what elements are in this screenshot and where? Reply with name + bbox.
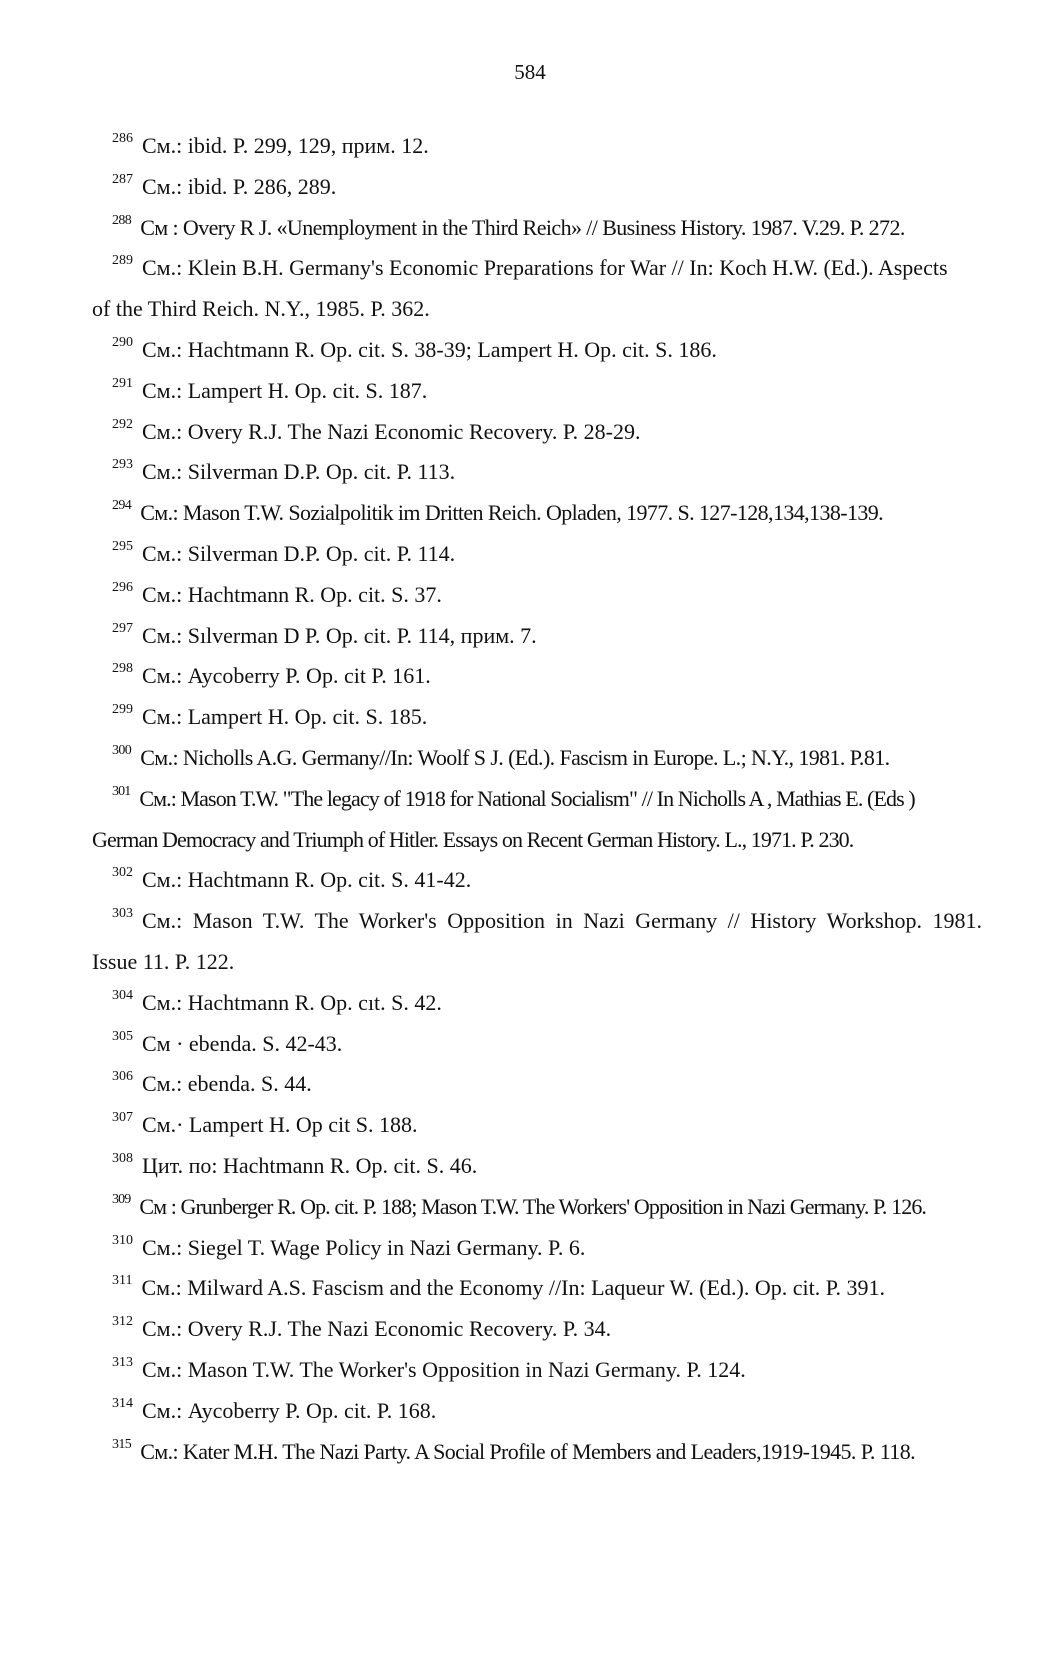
footnote-number: 306 bbox=[112, 1069, 133, 1085]
footnote-continuation: Issue 11. P. 122. bbox=[92, 948, 235, 974]
footnote bbox=[92, 208, 982, 249]
footnote bbox=[92, 1187, 982, 1228]
footnote-number: 298 bbox=[112, 661, 133, 677]
footnote bbox=[92, 697, 982, 738]
footnote-number: 305 bbox=[112, 1028, 133, 1044]
footnote bbox=[92, 1105, 982, 1146]
footnote-number: 312 bbox=[112, 1314, 133, 1330]
footnote-text: См.: Klein B.H. Germany's Economic Preparations for War // In: Koch H.W. (Ed.). Aspects bbox=[142, 255, 948, 281]
footnote-text: См.: ibid. P. 299, 129, прим. 12. bbox=[142, 133, 429, 158]
footnote-number: 301 bbox=[112, 783, 131, 799]
footnote bbox=[92, 860, 982, 901]
footnote-continuation: German Democracy and Triumph of Hitler. Essays on Recent German History. L., 1971. P. 230. bbox=[92, 826, 854, 852]
footnote-number: 291 bbox=[112, 375, 133, 391]
footnote-number: 288 bbox=[112, 212, 132, 228]
footnote-number: 303 bbox=[112, 906, 133, 922]
footnote-text: См.: Lampert H. Op. cit. S. 185. bbox=[142, 704, 428, 730]
footnote-text: См.: Kater M.H. The Nazi Party. A Social Profile of Members and Leaders,1919-1945. P. 118. bbox=[140, 1438, 915, 1464]
footnote-text: См.: Aycoberry P. Op. cit. P. 168. bbox=[142, 1397, 437, 1423]
footnote-number: 293 bbox=[112, 457, 133, 473]
footnote-text: См : Grunberger R. Op. cit. P. 188; Mason T.W. The Workers' Opposition in Nazi Germany. P. 126. bbox=[139, 1193, 927, 1219]
footnote-text: См.: Silverman D.P. Op. cit. P. 113. bbox=[142, 459, 456, 485]
footnote-text: См.: Mason T.W. The Worker's Opposition in Nazi Germany. P. 124. bbox=[142, 1356, 746, 1382]
footnote bbox=[92, 330, 982, 371]
footnote-text: См · ebenda. S. 42-43. bbox=[142, 1030, 343, 1056]
footnote bbox=[92, 616, 982, 657]
footnote-text: См.: Hachtmann R. Op. cit. S. 38-39; Lampert H. Op. cit. S. 186. bbox=[142, 336, 717, 362]
footnote-text: Цит. по: Hachtmann R. Op. cit. S. 46. bbox=[142, 1152, 478, 1178]
footnote bbox=[92, 983, 982, 1024]
footnote-number: 289 bbox=[112, 253, 133, 269]
footnote-number: 313 bbox=[112, 1354, 133, 1370]
footnote-text: См.: Overy R.J. The Nazi Economic Recovery. P. 28-29. bbox=[142, 418, 641, 444]
footnote bbox=[92, 1309, 982, 1350]
footnote bbox=[92, 901, 982, 983]
footnote bbox=[92, 412, 982, 453]
footnote-number: 309 bbox=[112, 1191, 131, 1207]
footnote-text: См.: Lampert H. Op. cit. S. 187. bbox=[142, 377, 428, 403]
footnote-continuation: of the Third Reich. N.Y., 1985. P. 362. bbox=[92, 296, 430, 322]
footnote-text: См.: Sılverman D P. Op. cit. P. 114, прим. 7. bbox=[142, 622, 537, 648]
footnote bbox=[92, 1391, 982, 1432]
footnote-text: См.: Hachtmann R. Op. cıt. S. 42. bbox=[142, 989, 442, 1015]
footnote-number: 314 bbox=[112, 1395, 133, 1411]
footnote-text: См.: Hachtmann R. Op. cit. S. 37. bbox=[142, 581, 442, 607]
page-number: 584 bbox=[514, 60, 546, 84]
footnote bbox=[92, 167, 982, 208]
footnote-text: См.· Lampert H. Op cit S. 188. bbox=[142, 1112, 418, 1138]
footnote-text: См.: Overy R.J. The Nazi Economic Recovery. P. 34. bbox=[142, 1316, 612, 1342]
footnote-text: См.: Silverman D.P. Op. cit. P. 114. bbox=[142, 540, 456, 566]
footnote bbox=[92, 126, 982, 167]
footnote bbox=[92, 1146, 982, 1187]
footnote-text: См : Overy R J. «Unemployment in the Third Reich» // Business History. 1987. V.29. P. 272. bbox=[140, 214, 905, 240]
footnote-text: См.: Mason T.W. The Worker's Opposition in Nazi Germany // History Workshop. 1981. bbox=[142, 908, 982, 934]
footnote-number: 292 bbox=[112, 416, 133, 432]
footnote bbox=[92, 1432, 982, 1473]
footnote-number: 286 bbox=[112, 131, 133, 146]
footnote-number: 287 bbox=[112, 171, 133, 187]
footnote-number: 311 bbox=[112, 1273, 133, 1289]
footnote-number: 295 bbox=[112, 538, 133, 554]
footnote bbox=[92, 1350, 982, 1391]
footnote bbox=[92, 656, 982, 697]
footnote-text: См.: Siegel T. Wage Policy in Nazi Germany. P. 6. bbox=[142, 1234, 586, 1260]
footnote-number: 307 bbox=[112, 1110, 133, 1126]
footnote bbox=[92, 738, 982, 779]
footnotes-list bbox=[92, 126, 982, 1472]
footnote bbox=[92, 1268, 982, 1309]
footnote bbox=[92, 534, 982, 575]
footnote bbox=[92, 452, 982, 493]
footnote-text: См.: Nicholls A.G. Germany//In: Woolf S J. (Ed.). Fascism in Europe. L.; N.Y., 1981. P.81. bbox=[140, 744, 890, 770]
footnote-number: 300 bbox=[112, 742, 132, 758]
footnote-number: 297 bbox=[112, 620, 133, 636]
footnote-text: См.: Aycoberry P. Op. cit P. 161. bbox=[142, 663, 431, 689]
footnote bbox=[92, 575, 982, 616]
footnote-text: См.: Mason T.W. "The legacy of 1918 for National Socialism" // In Nicholls A , Mathias E. (Eds ) bbox=[139, 785, 915, 811]
footnote-number: 302 bbox=[112, 865, 133, 881]
footnote bbox=[92, 371, 982, 412]
footnote-number: 296 bbox=[112, 579, 133, 595]
footnote-text: См.: ibid. P. 286, 289. bbox=[142, 173, 337, 199]
footnote bbox=[92, 248, 982, 330]
footnote-number: 304 bbox=[112, 987, 133, 1003]
footnote bbox=[92, 779, 982, 861]
footnote-number: 310 bbox=[112, 1232, 133, 1248]
footnote-number: 308 bbox=[112, 1150, 133, 1166]
footnote-text: См.: Mason T.W. Sozialpolitik im Dritten Reich. Opladen, 1977. S. 127-128,134,138-139. bbox=[140, 500, 884, 526]
footnote-text: См.: Milward A.S. Fascism and the Economy //In: Laqueur W. (Ed.). Op. cit. P. 391. bbox=[141, 1275, 886, 1301]
footnote bbox=[92, 493, 982, 534]
footnote-text: См.: Hachtmann R. Op. cit. S. 41-42. bbox=[142, 867, 472, 893]
footnote bbox=[92, 1024, 982, 1065]
footnote bbox=[92, 1228, 982, 1269]
footnote-number: 299 bbox=[112, 702, 133, 718]
footnote bbox=[92, 1064, 982, 1105]
footnote-number: 290 bbox=[112, 334, 133, 350]
footnote-number: 315 bbox=[112, 1436, 132, 1452]
footnote-number: 294 bbox=[112, 498, 132, 514]
footnote-text: См.: ebenda. S. 44. bbox=[142, 1071, 312, 1097]
